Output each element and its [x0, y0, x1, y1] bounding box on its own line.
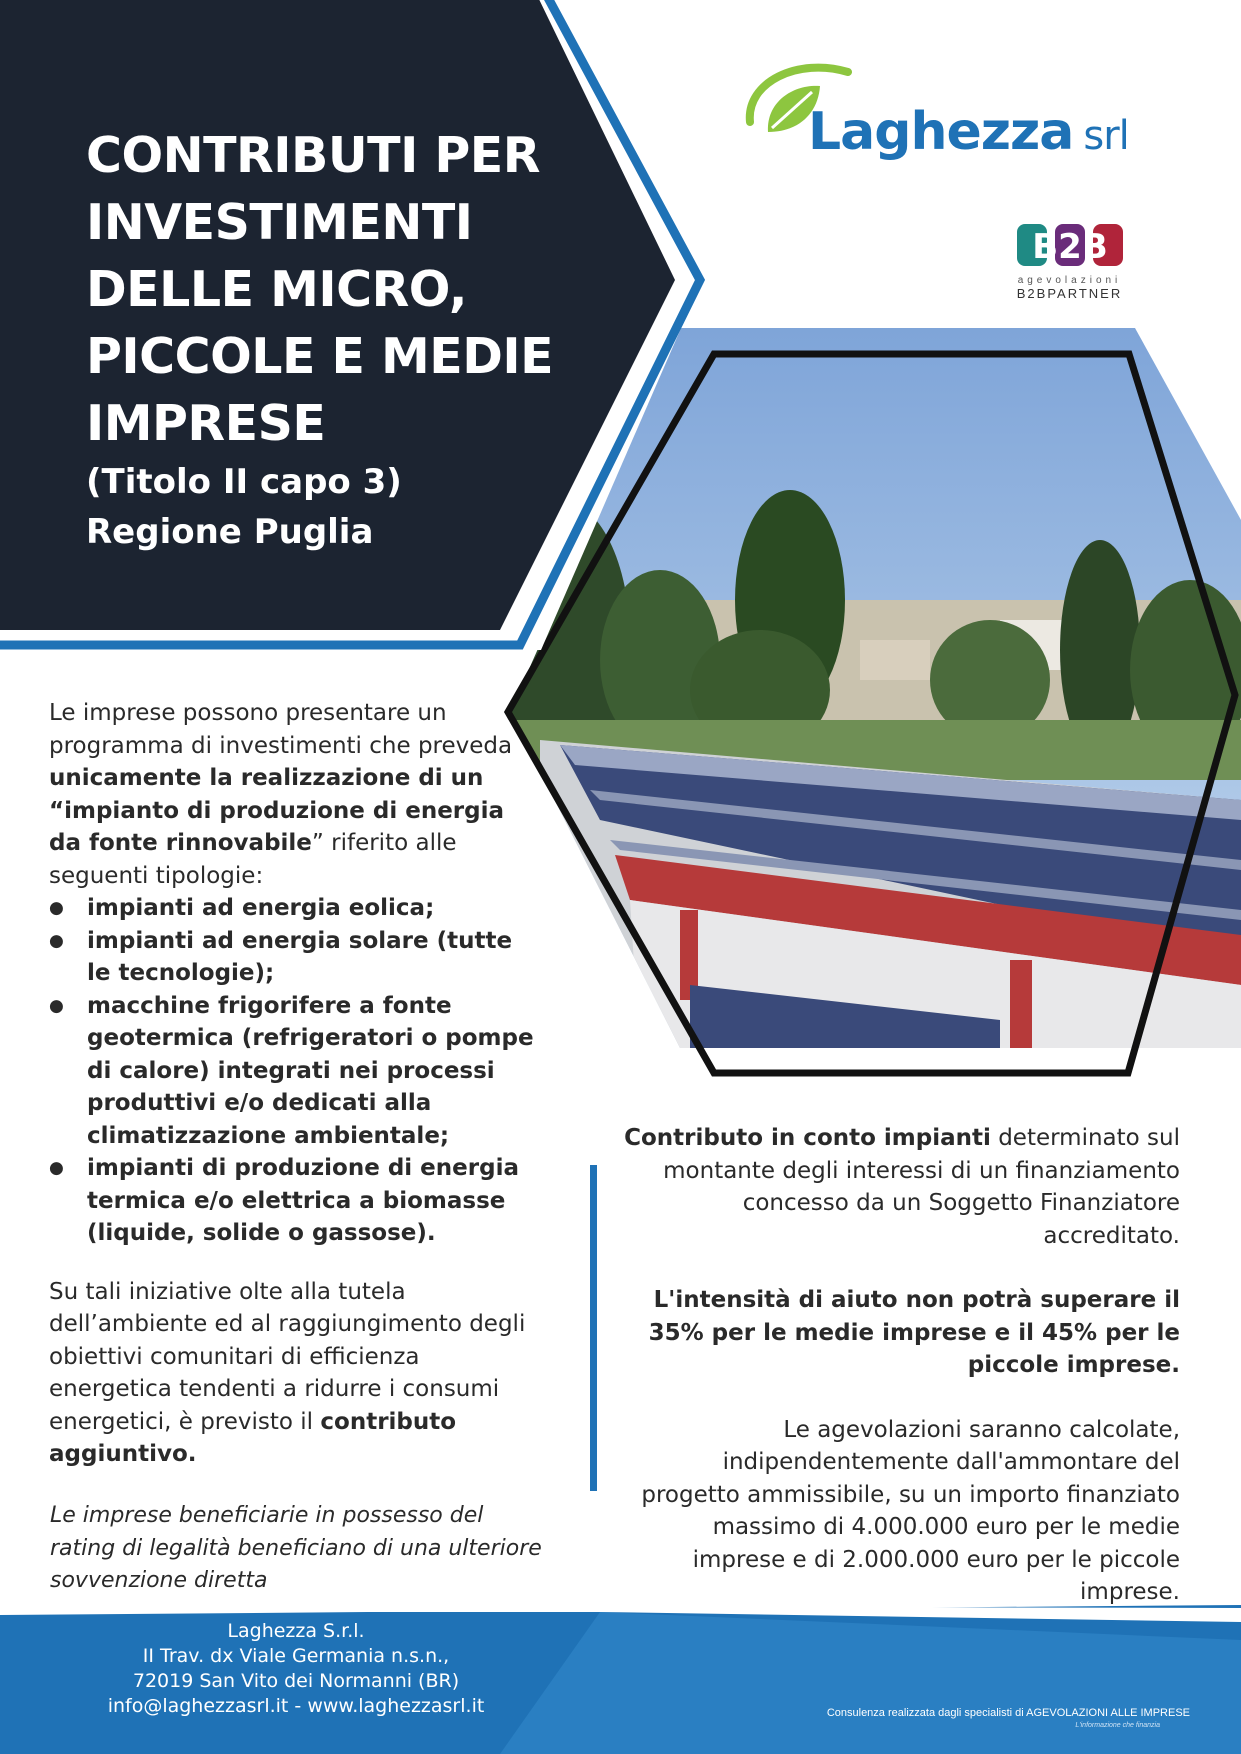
list-item: ● impianti di produzione di energia termica e/o elettrica a biomasse (liquide, solide o gassose). — [49, 1152, 539, 1250]
title-line: IMPRESE — [86, 395, 326, 452]
additional-bold: contributo aggiuntivo. — [49, 1408, 457, 1467]
b2b-mark-text: B2B — [1031, 227, 1108, 267]
footer-address-2: 72019 San Vito dei Normanni (BR) — [132, 1670, 460, 1692]
contribution-paragraph — [620, 1122, 1180, 1252]
title-line: CONTRIBUTI PER — [86, 127, 540, 184]
footer-credit-tagline: L'informazione che finanzia — [1075, 1722, 1160, 1729]
subtitle-line: Regione Puglia — [86, 512, 374, 552]
intro-paragraph — [49, 697, 539, 892]
title-block — [86, 122, 586, 557]
list-item: ● impianti ad energia eolica; — [49, 892, 539, 925]
additional-contribution-paragraph — [49, 1276, 539, 1471]
logo-suffix: srl — [1083, 113, 1129, 159]
footer-address-1: II Trav. dx Viale Germania n.s.n., — [142, 1645, 450, 1667]
legality-rating-note: Le imprese beneficiarie in possesso del rating di legalità beneficiano di una ulteriore sovvenzione diretta — [50, 1503, 542, 1593]
footer-contacts — [86, 1619, 506, 1719]
logo-name: Laghezza — [808, 102, 1074, 162]
title-line: INVESTIMENTI — [86, 194, 473, 251]
title-line: DELLE MICRO, — [86, 261, 467, 318]
b2b-partner-text: B2BPARTNER — [1016, 286, 1123, 301]
intro-text: Le imprese possono presentare un programma di investimenti che preveda — [49, 700, 513, 759]
additional-text: Su tali iniziative olte alla tutela dell’ambiente ed al raggiungimento degli obiettivi comunitari di efficienza energetica tendenti a ridurre i consumi energetici, è previsto il — [49, 1278, 526, 1435]
intro-text-end: ” riferito alle seguenti tipologie: — [49, 830, 457, 889]
vertical-divider — [590, 1165, 597, 1491]
subtitle-line: (Titolo II capo 3) — [86, 462, 402, 502]
b2b-small-text: agevolazioni — [1017, 275, 1122, 286]
right-column — [620, 1122, 1180, 1641]
footer-contacts-line[interactable]: info@laghezzasrl.it - www.laghezzasrl.it — [107, 1695, 485, 1717]
aid-intensity-paragraph — [620, 1284, 1180, 1382]
contribution-bold: Contributo in conto impianti — [624, 1125, 991, 1151]
aid-intensity-text: L'intensità di aiuto non potrà superare il 35% per le medie imprese e il 45% per le piccole imprese. — [648, 1287, 1180, 1378]
title-line: PICCOLE E MEDIE — [86, 328, 554, 385]
calculation-paragraph: Le agevolazioni saranno calcolate, indipendentemente dall'ammontare del progetto ammissibile, su un importo finanziato massimo di 4.000.000 euro per le medie imprese e di 2.000.000 euro per le piccole imprese. — [641, 1416, 1180, 1605]
intro-bold: unicamente la realizzazione di un “impianto di produzione di energia da fonte rinnovabile — [49, 765, 505, 856]
laghezza-logo — [738, 62, 1138, 182]
contribution-text: determinato sul montante degli interessi di un finanziamento concesso da un Soggetto Finanziatore accreditato. — [663, 1125, 1180, 1249]
typology-list — [49, 892, 539, 1250]
b2b-mark — [1015, 222, 1125, 268]
footer-credit: Consulenza realizzata dagli specialisti di AGEVOLAZIONI ALLE IMPRESE — [826, 1707, 1190, 1719]
footer-company: Laghezza S.r.l. — [227, 1620, 365, 1642]
left-column — [49, 697, 539, 1471]
list-item: ● macchine frigorifere a fonte geotermica (refrigeratori o pompe di calore) integrati nei processi produttivi e/o dedicati alla climatizzazione ambientale; — [49, 990, 539, 1153]
b2b-partner-logo — [1012, 222, 1127, 301]
list-item: ● impianti ad energia solare (tutte le tecnologie); — [49, 925, 539, 990]
logo-wordmark — [808, 102, 1129, 162]
